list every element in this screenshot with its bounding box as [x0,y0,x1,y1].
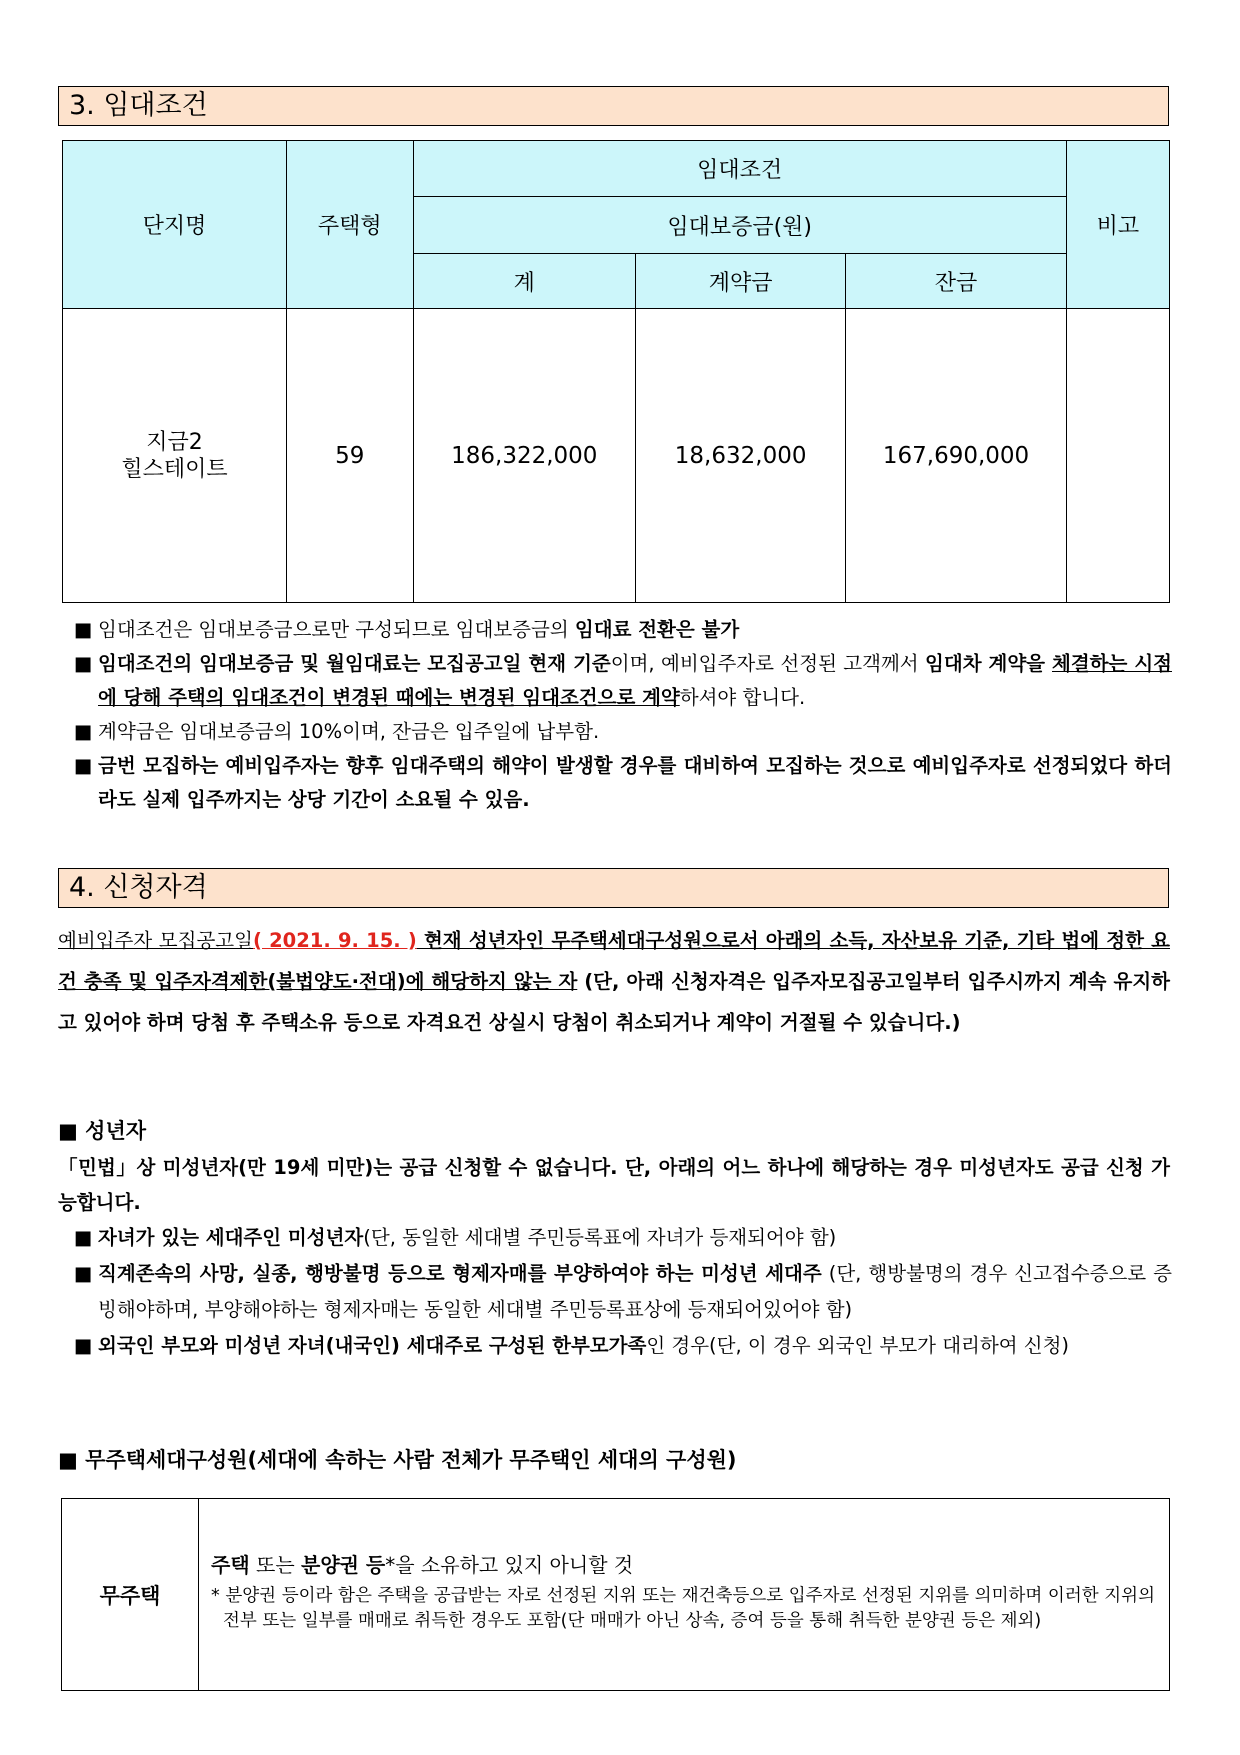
note-2-emphasis-2: 임대차 계약을 [925,652,1052,675]
bullet-icon: ■ [74,1226,93,1249]
header-contract-fee: 계약금 [635,254,845,309]
exception-1-text: (단, 동일한 세대별 주민등록표에 자녀가 등재되어야 함) [363,1226,837,1249]
note-1-text: 임대조건은 임대보증금으로만 구성되므로 임대보증금의 [98,618,575,641]
eligibility-intro [58,920,1170,1043]
exception-2-emphasis: 직계존속의 사망, 실종, 행방불명 등으로 형제자매를 부양하여야 하는 미성년 세대주 [98,1262,822,1285]
header-housing-type: 주택형 [286,141,413,309]
note-1 [72,613,1172,647]
bullet-icon: ■ [74,652,93,675]
intro-announcement-label: 예비입주자 모집공고일 [58,929,253,952]
header-balance: 잔금 [846,254,1066,309]
bullet-icon: ■ [74,1262,93,1285]
note-3 [72,715,1172,749]
adult-heading: ■ 성년자 [58,1119,147,1143]
header-deposit: 임대보증금(원) [413,197,1066,254]
note-2-emphasis: 임대조건의 임대보증금 및 월임대료는 모집공고일 현재 기준 [98,652,611,675]
homeless-label: 무주택 [62,1499,199,1691]
intro-announcement-date: ( 2021. 9. 15. ) [252,929,417,952]
note-2-text: 이며, 예비입주자로 선정된 고객께서 [610,652,926,675]
bullet-icon: ■ [74,618,93,641]
header-remarks: 비고 [1066,141,1169,309]
adult-exception-3 [72,1328,1172,1364]
note-2-underlined: 체결하는 시점에 당해 주택의 임대조건이 변경된 때에는 변경된 임대조건으로 계약 [98,652,1172,709]
note-4 [72,749,1172,817]
complex-name-line2: 힐스테이트 [121,456,228,482]
exception-1-emphasis: 자녀가 있는 세대주인 미성년자 [98,1226,364,1249]
note-1-emphasis: 임대료 전환은 불가 [574,618,740,641]
rule-presale-rights: 분양권 등 [301,1552,386,1577]
header-rent-conditions: 임대조건 [413,141,1066,197]
rent-conditions-table [62,140,1170,603]
section4-title: 4. 신청자격 [58,868,1169,908]
adult-exception-1 [72,1220,1172,1256]
section3-title: 3. 임대조건 [58,86,1169,126]
note-4-text: 금번 모집하는 예비입주자는 향후 임대주택의 해약이 발생할 경우를 대비하여 모집하는 것으로 예비입주자로 선정되었다 하더라도 실제 입주까지는 상당 기간이 소요될 수 있음. [98,754,1172,811]
cell-remarks [1066,309,1169,603]
note-2 [72,647,1172,715]
rule-house: 주택 [211,1552,250,1577]
bullet-icon: ■ [74,754,93,777]
complex-name-line1: 지금2 [146,429,203,455]
intro-requirements: 현재 성년자인 무주택세대구성원으로서 아래의 소득, 자산보유 기준, 기타 법에 정한 요건 충족 및 입주자격제한(불법양도·전대)에 해당하지 않는 자 [58,929,1170,993]
rule-tail: *을 소유하고 있지 아니할 것 [385,1552,634,1577]
header-total: 계 [413,254,635,309]
note-2-tail: 하셔야 합니다. [679,686,806,709]
homeless-main-rule [211,1550,1155,1580]
homeless-criteria-table [61,1498,1170,1691]
cell-contract-fee: 18,632,000 [635,309,845,603]
adult-exceptions [72,1220,1172,1364]
note-3-text: 계약금은 임대보증금의 10%이며, 잔금은 입주일에 납부함. [98,720,600,743]
homeless-footnote: * 분양권 등이라 함은 주택을 공급받는 자로 선정된 지위 또는 재건축등으로 입주자로 선정된 지위를 의미하며 이러한 지위의 전부 또는 일부를 매매로 취득한 경우도 포함(단 매매가 아닌 상속, 증여 등을 통해 취득한 분양권 등은 제외) [211,1585,1155,1631]
section3-notes [72,613,1172,817]
homeless-heading: ■ 무주택세대구성원(세대에 속하는 사람 전체가 무주택인 세대의 구성원) [58,1448,737,1472]
intro-conditions: (단, 아래 신청자격은 입주자모집공고일부터 입주시까지 계속 유지하고 있어야 하며 당첨 후 주택소유 등으로 자격요건 상실시 당첨이 취소되거나 계약이 거절될 수 있습니다.) [58,970,1170,1034]
cell-total: 186,322,000 [413,309,635,603]
cell-complex-name [63,309,287,603]
adult-text: 「민법」상 미성년자(만 19세 미만)는 공급 신청할 수 없습니다. 단, 아래의 어느 하나에 해당하는 경우 미성년자도 공급 신청 가능합니다. [58,1156,1170,1214]
header-complex-name: 단지명 [63,141,287,309]
cell-balance: 167,690,000 [846,309,1066,603]
bullet-icon: ■ [74,1334,93,1357]
adult-exception-2 [72,1256,1172,1328]
exception-3-emphasis: 외국인 부모와 미성년 자녀(내국인) 세대주로 구성된 한부모가족 [98,1334,647,1357]
cell-housing-type: 59 [286,309,413,603]
exception-2-text: (단, 행방불명의 경우 신고접수증으로 증빙해야하며, 부양해야하는 형제자매는 동일한 세대별 주민등록표상에 등재되어있어야 함) [98,1262,1172,1321]
exception-3-text: 인 경우(단, 이 경우 외국인 부모가 대리하여 신청) [646,1334,1070,1357]
homeless-description [199,1499,1170,1691]
bullet-icon: ■ [74,720,93,743]
rule-or: 또는 [249,1552,301,1577]
table-row [63,309,1170,603]
